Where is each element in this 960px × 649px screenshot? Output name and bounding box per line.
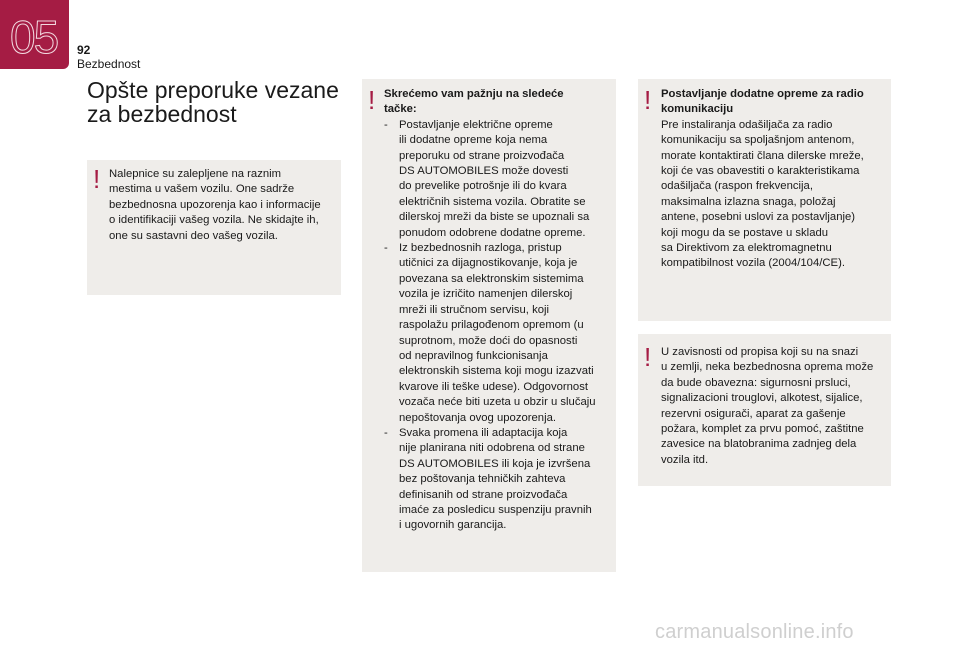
warning-icon: !	[368, 85, 376, 115]
text-line: nije planirana niti odobrena od strane	[399, 442, 585, 455]
text-line: vozača neće biti uzeta u obzir u slučaju	[399, 396, 596, 409]
text-line: do prevelike potrošnje ili do kvara	[399, 180, 567, 193]
text-line: U zavisnosti od propisa koji su na snazi	[661, 346, 859, 358]
text-line: rezervni osigurači, aparat za gašenje	[661, 407, 846, 420]
list-item	[384, 118, 614, 241]
heading-line: Skrećemo vam pažnju na sledeće	[384, 88, 564, 100]
warning-icon: !	[644, 85, 652, 115]
text-line: raspolažu prilagođenom opremom (u	[399, 319, 584, 332]
list-dash: -	[384, 426, 388, 439]
text-line: one su sastavni deo vašeg vozila.	[109, 229, 278, 242]
text-line: Nalepnice su zalepljene na raznim	[109, 168, 282, 180]
text-line: nepoštovanja ovog upozorenja.	[399, 411, 557, 424]
watermark: carmanualsonline.info	[655, 621, 854, 643]
text-line: Pre instaliranja odašiljača za radio	[661, 118, 833, 131]
warning-box-text	[661, 345, 889, 468]
page-title	[87, 78, 347, 126]
warning-box-labels	[87, 160, 341, 295]
warning-box-electrical-equipment	[362, 79, 616, 572]
chapter-number: 05	[10, 11, 58, 63]
warning-box-text	[109, 167, 337, 244]
warning-icon: !	[644, 342, 652, 372]
text-line: bezbednosna upozorenja kao i informacije	[109, 198, 321, 211]
heading-line: komunikaciju	[661, 103, 734, 116]
text-line: DS AUTOMOBILES može dovesti	[399, 165, 569, 178]
text-line: Postavljanje električne opreme	[399, 118, 553, 131]
text-line: kvarove ili teške udese). Odgovornost	[399, 380, 589, 393]
list-item	[384, 426, 614, 534]
warning-box-radio-equipment	[638, 79, 891, 321]
text-line: ili dodatne opreme koja nema	[399, 134, 548, 147]
text-line: dilerskoj mreži da biste se upoznali sa	[399, 211, 590, 224]
text-line: ponudom odobrene dodatne opreme.	[399, 226, 586, 239]
heading-line: tačke:	[384, 103, 417, 116]
text-line: koji mogu da se postave u skladu	[661, 226, 829, 239]
text-line: morate kontaktirati člana dilerske mreže,	[661, 149, 864, 162]
text-line: Svaka promena ili adaptacija koja	[399, 426, 568, 439]
text-line: povezana sa elektronskim sistemima	[399, 272, 584, 285]
warning-heading	[384, 87, 614, 118]
text-line: suprotnom, može doći do opasnosti	[399, 334, 578, 347]
warning-list	[384, 118, 614, 534]
text-line: da bude obavezna: sigurnosni prsluci,	[661, 376, 851, 389]
text-line: maksimalna izlazna snaga, položaj	[661, 195, 836, 208]
text-line: koji će vas obavestiti o karakteristikama	[661, 165, 860, 178]
text-line: kompatibilnost vozila (2004/104/CE).	[661, 257, 845, 270]
page-title-line: Opšte preporuke vezane	[87, 77, 339, 103]
chapter-tab	[0, 0, 69, 69]
text-line: signalizacioni trouglovi, alkotest, sijalice,	[661, 392, 863, 405]
text-line: požara, komplet za prvu pomoć, zaštitne	[661, 423, 864, 436]
text-line: Iz bezbednosnih razloga, pristup	[399, 242, 562, 255]
list-item	[384, 241, 614, 426]
text-line: zavesice na blatobranima zadnjeg dela	[661, 438, 857, 451]
warning-box-mandatory-equipment	[638, 334, 891, 486]
text-line: od nepravilnog funkcionisanja	[399, 349, 548, 362]
text-line: DS AUTOMOBILES ili koja je izvršena	[399, 457, 591, 470]
text-line: u zemlji, neka bezbednosna oprema može	[661, 361, 874, 374]
list-dash: -	[384, 118, 388, 131]
text-line: bez poštovanja tehničkih zahteva	[399, 473, 566, 486]
text-line: vozila je izričito namenjen dilerskoj	[399, 288, 573, 301]
text-line: mestima u vašem vozilu. One sadrže	[109, 183, 295, 196]
text-line: komunikaciju sa spoljašnjom antenom,	[661, 134, 855, 147]
heading-line: Postavljanje dodatne opreme za radio	[661, 88, 864, 100]
text-line: utičnici za dijagnostikovanje, koja je	[399, 257, 578, 270]
warning-box-text	[384, 87, 614, 534]
text-line: antene, posebni uslovi za postavljanje)	[661, 211, 856, 224]
text-line: i ugovornih garancija.	[399, 519, 507, 532]
text-line: definisanih od strane proizvođača	[399, 488, 568, 501]
warning-box-text	[661, 87, 889, 272]
text-line: o identifikaciji vašeg vozila. Ne skidajte ih,	[109, 214, 319, 227]
text-line: preporuku od strane proizvođača	[399, 149, 565, 162]
text-line: elektronskih sistema koji mogu izazvati	[399, 365, 594, 378]
text-line: odašiljača (raspon frekvencija,	[661, 180, 813, 193]
text-line: vozila itd.	[661, 453, 709, 466]
text-line: mreži ili stručnom servisu, koji	[399, 303, 550, 316]
warning-heading	[661, 87, 889, 118]
section-name: Bezbednost	[77, 57, 141, 71]
text-line: sa Direktivom za elektromagnetnu	[661, 242, 832, 255]
text-line: imaće za posledicu suspenziju pravnih	[399, 503, 592, 516]
page-title-line: za bezbednost	[87, 101, 237, 127]
warning-icon: !	[93, 164, 101, 194]
list-dash: -	[384, 242, 388, 255]
text-line: električnih sistema vozila. Obratite se	[399, 195, 586, 208]
page-number: 92	[77, 43, 91, 57]
